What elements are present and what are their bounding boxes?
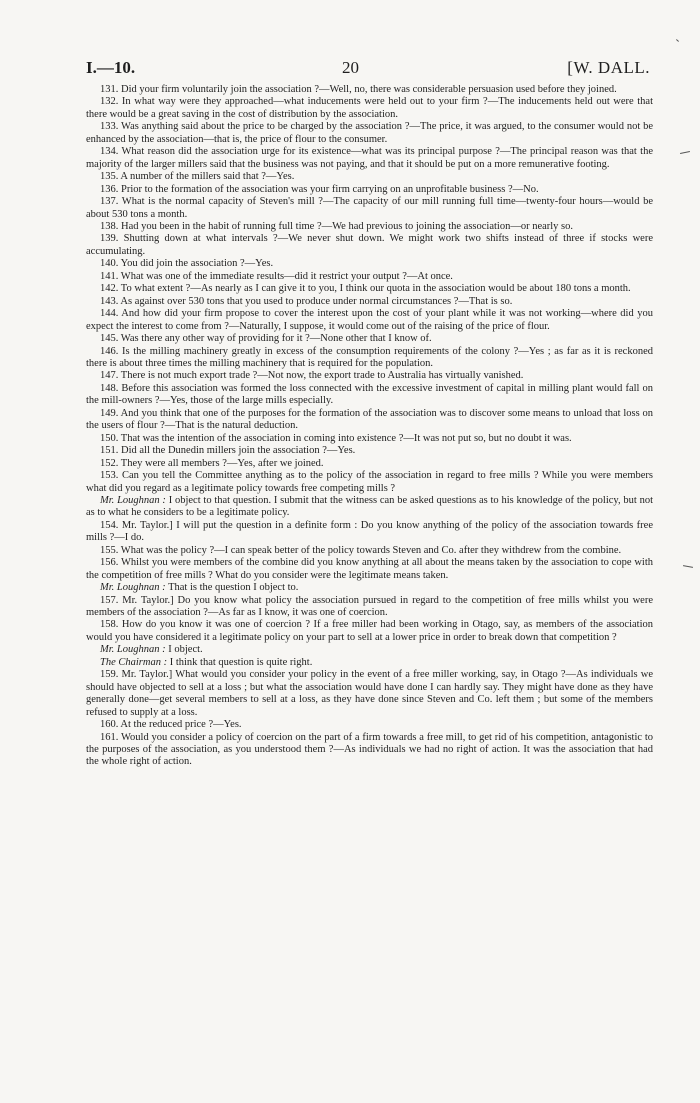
- paragraph: 147. There is not much export trade ?—Not now, the export trade to Australia has virtually vanished.: [100, 370, 524, 382]
- paragraph: 143. As against over 530 tons that you used to produce under normal circumstances ?—That is so.: [100, 295, 513, 307]
- paragraph: 151. Did all the Dunedin millers join the association ?—Yes.: [100, 445, 356, 457]
- paragraph: 141. What was one of the immediate results—did it restrict your output ?—At once.: [100, 270, 453, 282]
- paragraph: 146. Is the milling machinery greatly in excess of the consumption requirements of the colony ?—Yes ; as far as it is reckoned there is about three times the milling machinery that is required for the population.: [86, 345, 653, 369]
- paragraph: 144. And how did your firm propose to cover the interest upon the cost of your plant while it was not working—where did you expect the interest to come from ?—Naturally, I suppose, it would come out of the raising of the price of flour.: [86, 308, 653, 332]
- margin-mark: [680, 151, 690, 154]
- paragraph: 157. Mr. Taylor.] Do you know what policy the association pursued in regard to the competition of free mills whilst you were members of the association ?—As far as I know, it was one of coercion.: [86, 594, 653, 619]
- page-header: [86, 58, 650, 80]
- evidence-body: [86, 84, 653, 769]
- paragraph: 150. That was the intention of the association in coming into existence ?—It was not put so, but no doubt it was.: [100, 432, 572, 444]
- witness-name: [W. DALL.: [567, 58, 650, 77]
- paragraph: 154. Mr. Taylor.] I will put the question in a definite form : Do you know anything of the policy of the association towards free mills ?—I do.: [86, 519, 653, 544]
- paragraph: 135. A number of the millers said that ?—Yes.: [100, 171, 295, 183]
- page-number: 20: [342, 58, 359, 77]
- paragraph: 133. Was anything said about the price to be charged by the association ?—The price, it was argued, to the consumer would not be enhanced by the association—that is, the price of flour to the consumer.: [86, 121, 653, 145]
- paragraph: 155. What was the policy ?—I can speak better of the policy towards Steven and Co. after they withdrew from the combine.: [100, 544, 622, 556]
- paragraph: 152. They were all members ?—Yes, after we joined.: [100, 457, 324, 469]
- paragraph: 161. Would you consider a policy of coercion on the part of a firm towards a free mill, to get rid of his competition, antagonistic to the purposes of the association, as you understood them ?—As individuals we had no right of action. It was the association that had the whole right of action.: [86, 731, 653, 768]
- paragraph: 139. Shutting down at what intervals ?—We never shut down. We might work two shifts instead of three if stocks were accumulating.: [86, 233, 653, 257]
- margin-mark: [683, 565, 693, 568]
- paragraph: 149. And you think that one of the purposes for the formation of the association was to discover some means to unload that loss on the users of flour ?—That is the natural deduction.: [86, 407, 653, 432]
- paragraph: 142. To what extent ?—As nearly as I can give it to you, I think our quota in the association would be about 180 tons a month.: [100, 283, 631, 295]
- paragraph: The Chairman : I think that question is quite right.: [100, 656, 313, 668]
- paragraph: 160. At the reduced price ?—Yes.: [100, 719, 242, 731]
- paragraph: 158. How do you know it was one of coercion ? If a free miller had been working in Otago, say, as members of the association would you have considered it a legitimate policy on your part to sell at a lower price in order to break down that competition ?: [86, 619, 653, 643]
- paragraph: Mr. Loughnan : That is the question I object to.: [100, 582, 299, 594]
- paragraph: 137. What is the normal capacity of Steven's mill ?—The capacity of our mill running full time—twenty-four hours—would be about 530 tons a month.: [86, 196, 653, 220]
- paragraph: 134. What reason did the association urge for its existence—what was its principal purpose ?—The principal reason was that the majority of the larger millers said that the business was not paying, and that it should be put on a more remunerative footing.: [86, 146, 653, 170]
- paragraph: 153. Can you tell the Committee anything as to the policy of the association in regard to free mills ? While you were members what did you regard as a legitimate policy towards free competing mills ?: [86, 470, 653, 494]
- margin-mark: [676, 39, 679, 42]
- paragraph: 148. Before this association was formed the loss connected with the excessive investment of capital in milling plant would fall on the mill-owners ?—Yes, those of the large mills especially.: [86, 382, 653, 407]
- paragraph: 156. Whilst you were members of the combine did you know anything at all about the means taken by the association to cope with the competition of free mills ? What do you consider were the legitimate means taken.: [86, 557, 653, 581]
- paragraph: Mr. Loughnan : I object to that question. I submit that the witness can be asked questions as to his knowledge of the policy, but not as to what he considers to be a legitimate policy.: [86, 494, 653, 519]
- paragraph: 159. Mr. Taylor.] What would you consider your policy in the event of a free miller working, say, in Otago ?—As individuals we should have objected to sell at a loss ; but what the association would have done I can hardly say. They might have done as they have generally done—get several members to sell at a loss, as they have done since Steven and Co. left them ; but some of the members refused to supply at a loss.: [86, 669, 653, 718]
- paragraph: 131. Did your firm voluntarily join the association ?—Well, no, there was considerable persuasion used before they joined.: [100, 84, 617, 95]
- document-reference: I.—10.: [86, 58, 136, 77]
- paragraph: 140. You did join the association ?—Yes.: [100, 258, 274, 270]
- paragraph: 145. Was there any other way of providing for it ?—None other that I know of.: [100, 333, 432, 345]
- paragraph: 138. Had you been in the habit of running full time ?—We had previous to joining the association—or nearly so.: [100, 220, 574, 232]
- paragraph: Mr. Loughnan : I object.: [100, 644, 203, 656]
- paragraph: 136. Prior to the formation of the association was your firm carrying on an unprofitable business ?—No.: [100, 183, 539, 195]
- paragraph: 132. In what way were they approached—what inducements were held out to your firm ?—The inducements held out were that there would be a great saving in the cost of distribution by the association.: [86, 96, 653, 120]
